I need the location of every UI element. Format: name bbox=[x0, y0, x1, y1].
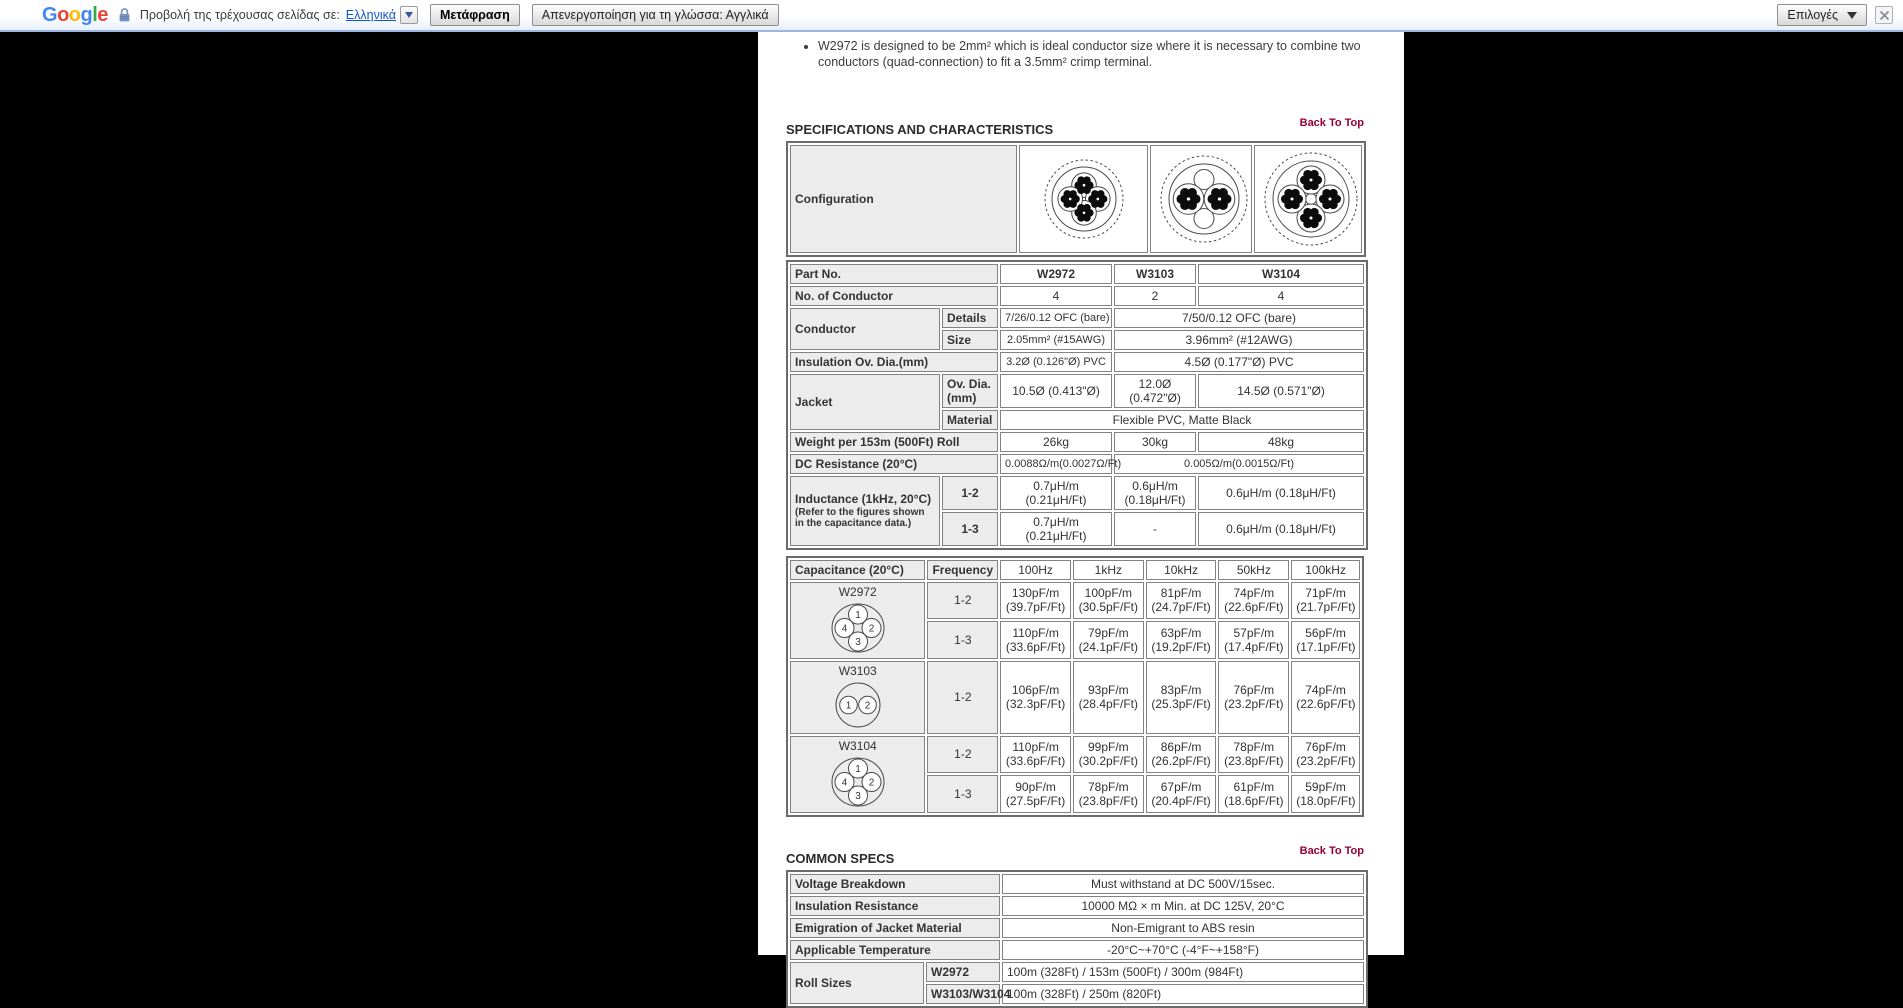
capacitance-diagram-w2972 bbox=[823, 600, 893, 656]
cell: 63pF/m (19.2pF/Ft) bbox=[1146, 621, 1217, 659]
page-content bbox=[758, 32, 1404, 1001]
cell: 76pF/m (23.2pF/Ft) bbox=[1291, 736, 1360, 774]
cell: 4.5Ø (0.177"Ø) PVC bbox=[1114, 352, 1364, 372]
cell: 86pF/m (26.2pF/Ft) bbox=[1146, 736, 1217, 774]
column-header: 50kHz bbox=[1218, 560, 1289, 580]
cell: Flexible PVC, Matte Black bbox=[1000, 410, 1364, 430]
cell: 48kg bbox=[1198, 432, 1364, 452]
part-no-w3103: W3103 bbox=[1114, 264, 1196, 284]
common-specs-heading: COMMON SPECS bbox=[786, 850, 895, 866]
sub-label: W3103/W3104 bbox=[926, 984, 1000, 1004]
cell: 90pF/m (27.5pF/Ft) bbox=[1000, 775, 1071, 813]
pair-label: 1-3 bbox=[927, 775, 998, 813]
cell: 100m (328Ft) / 250m (820Ft) bbox=[1002, 984, 1364, 1004]
configuration-label: Configuration bbox=[790, 145, 1017, 253]
svg-text:3: 3 bbox=[854, 636, 861, 648]
svg-text:1: 1 bbox=[845, 700, 851, 711]
capacitance-table bbox=[786, 556, 1364, 817]
lock-icon bbox=[118, 7, 131, 23]
logo-letter: e bbox=[97, 4, 108, 26]
column-header: 10kHz bbox=[1146, 560, 1217, 580]
sub-label: Size bbox=[942, 330, 998, 350]
row-label: Emigration of Jacket Material bbox=[790, 918, 1000, 938]
cell: 76pF/m (23.2pF/Ft) bbox=[1218, 661, 1289, 734]
table-row-insulation bbox=[790, 352, 1364, 372]
svg-text:2: 2 bbox=[868, 777, 874, 788]
pair-label: 1-2 bbox=[927, 661, 998, 734]
translate-button[interactable]: Μετάφραση bbox=[430, 4, 520, 26]
logo-letter: l bbox=[92, 4, 98, 26]
logo-letter: o bbox=[68, 4, 81, 26]
capacitance-header-row bbox=[790, 560, 1360, 580]
row-label: No. of Conductor bbox=[790, 286, 998, 306]
part-cell-w3103 bbox=[790, 661, 925, 734]
sub-label: Details bbox=[942, 308, 998, 328]
config-diagram-w2972-cell bbox=[1019, 145, 1148, 253]
back-to-top-link[interactable]: Back To Top bbox=[1299, 844, 1364, 857]
cell: 0.6μH/m (0.18μH/Ft) bbox=[1198, 476, 1364, 510]
cell: 81pF/m (24.7pF/Ft) bbox=[1146, 582, 1217, 620]
language-dropdown[interactable] bbox=[400, 6, 418, 24]
cell: 30kg bbox=[1114, 432, 1196, 452]
row-label: Weight per 153m (500Ft) Roll bbox=[790, 432, 998, 452]
chevron-down-icon bbox=[1847, 12, 1857, 19]
cell: 61pF/m (18.6pF/Ft) bbox=[1218, 775, 1289, 813]
cell: 0.005Ω/m(0.0015Ω/Ft) bbox=[1114, 454, 1364, 474]
column-header: Capacitance (20°C) bbox=[790, 560, 925, 580]
pair-label: 1-3 bbox=[927, 621, 998, 659]
cell: 106pF/m (32.3pF/Ft) bbox=[1000, 661, 1071, 734]
cell: 59pF/m (18.0pF/Ft) bbox=[1291, 775, 1360, 813]
part-no-w3104: W3104 bbox=[1198, 264, 1364, 284]
cell: 93pF/m (28.4pF/Ft) bbox=[1073, 661, 1144, 734]
cell: - bbox=[1114, 512, 1196, 546]
table-row-applicable-temperature bbox=[790, 940, 1364, 960]
configuration-row bbox=[790, 145, 1362, 253]
part-cell-w2972 bbox=[790, 582, 925, 659]
part-name: W3104 bbox=[838, 738, 877, 753]
cell: 0.7μH/m (0.21μH/Ft) bbox=[1000, 476, 1112, 510]
svg-text:2: 2 bbox=[868, 623, 874, 634]
close-bar-button[interactable] bbox=[1875, 6, 1893, 24]
options-button[interactable] bbox=[1777, 4, 1867, 26]
capacitance-row-w3104-12 bbox=[790, 736, 1360, 774]
cell: 100pF/m (30.5pF/Ft) bbox=[1073, 582, 1144, 620]
cell: 79pF/m (24.1pF/Ft) bbox=[1073, 621, 1144, 659]
cell: 3.96mm² (#12AWG) bbox=[1114, 330, 1364, 350]
configuration-table bbox=[786, 141, 1366, 257]
cell: 3.2Ø (0.126"Ø) PVC bbox=[1000, 352, 1112, 372]
close-icon bbox=[1879, 10, 1890, 21]
cell: 7/50/0.12 OFC (bare) bbox=[1114, 308, 1364, 328]
row-label: Voltage Breakdown bbox=[790, 874, 1000, 894]
table-row-insulation-resistance bbox=[790, 896, 1364, 916]
part-no-w2972: W2972 bbox=[1000, 264, 1112, 284]
common-specs-table bbox=[786, 870, 1368, 1008]
sub-label: Material bbox=[942, 410, 998, 430]
table-row-dc-resistance bbox=[790, 454, 1364, 474]
config-diagram-w3104-cell bbox=[1254, 145, 1362, 253]
google-translate-bar bbox=[0, 0, 1903, 32]
svg-text:3: 3 bbox=[854, 790, 861, 802]
back-to-top-link[interactable]: Back To Top bbox=[1299, 116, 1364, 129]
cell: 0.7μH/m (0.21μH/Ft) bbox=[1000, 512, 1112, 546]
cell: 2 bbox=[1114, 286, 1196, 306]
table-row-emigration bbox=[790, 918, 1364, 938]
pair-label: 1-3 bbox=[942, 512, 998, 546]
row-label: Applicable Temperature bbox=[790, 940, 1000, 960]
inductance-label: Inductance (1kHz, 20°C) bbox=[795, 491, 932, 506]
pair-label: 1-2 bbox=[942, 476, 998, 510]
table-row-conductor-details bbox=[790, 308, 1364, 328]
language-link[interactable]: Ελληνικά bbox=[345, 8, 396, 22]
cell: 67pF/m (20.4pF/Ft) bbox=[1146, 775, 1217, 813]
cell: Non-Emigrant to ABS resin bbox=[1002, 918, 1364, 938]
part-cell-w3104 bbox=[790, 736, 925, 813]
config-diagram-w3103 bbox=[1155, 150, 1253, 248]
cell: -20°C~+70°C (-4°F~+158°F) bbox=[1002, 940, 1364, 960]
cell: 78pF/m (23.8pF/Ft) bbox=[1073, 775, 1144, 813]
row-label: Insulation Ov. Dia.(mm) bbox=[790, 352, 998, 372]
table-row-num-conductor bbox=[790, 286, 1364, 306]
capacitance-row-w2972-12 bbox=[790, 582, 1360, 620]
intro-bullet-list bbox=[786, 38, 1378, 71]
config-diagram-w3104 bbox=[1259, 149, 1363, 249]
svg-text:4: 4 bbox=[841, 777, 847, 788]
logo-letter: g bbox=[80, 4, 93, 26]
capacitance-diagram-w3103 bbox=[828, 679, 888, 731]
cell: 14.5Ø (0.571"Ø) bbox=[1198, 374, 1364, 408]
pair-label: 1-2 bbox=[927, 582, 998, 620]
part-name: W3103 bbox=[838, 663, 877, 678]
cell: 4 bbox=[1198, 286, 1364, 306]
row-label: Jacket bbox=[790, 374, 940, 430]
cell: 10000 MΩ × m Min. at DC 125V, 20°C bbox=[1002, 896, 1364, 916]
row-label: Roll Sizes bbox=[790, 962, 924, 1004]
cell: 12.0Ø (0.472"Ø) bbox=[1114, 374, 1196, 408]
cell: 0.0088Ω/m(0.0027Ω/Ft) bbox=[1000, 454, 1112, 474]
cell: 0.6μH/m (0.18μH/Ft) bbox=[1198, 512, 1364, 546]
view-page-in-label: Προβολή της τρέχουσας σελίδας σε: bbox=[139, 8, 340, 22]
cell: 74pF/m (22.6pF/Ft) bbox=[1291, 661, 1360, 734]
spec-section bbox=[786, 117, 1364, 1008]
specifications-heading: SPECIFICATIONS AND CHARACTERISTICS bbox=[786, 121, 1054, 137]
cell: 83pF/m (25.3pF/Ft) bbox=[1146, 661, 1217, 734]
cell: 4 bbox=[1000, 286, 1112, 306]
svg-text:1: 1 bbox=[854, 763, 861, 775]
google-logo bbox=[42, 5, 108, 25]
column-header: Frequency bbox=[927, 560, 998, 580]
cell: 71pF/m (21.7pF/Ft) bbox=[1291, 582, 1360, 620]
cell: 110pF/m (33.6pF/Ft) bbox=[1000, 621, 1071, 659]
table-row-roll-sizes-w2972 bbox=[790, 962, 1364, 982]
row-label: Part No. bbox=[790, 264, 998, 284]
cell: 130pF/m (39.7pF/Ft) bbox=[1000, 582, 1071, 620]
column-header: 100Hz bbox=[1000, 560, 1071, 580]
table-row-jacket-ovdia bbox=[790, 374, 1364, 408]
column-header: 100kHz bbox=[1291, 560, 1360, 580]
svg-text:1: 1 bbox=[854, 609, 861, 621]
table-row-voltage bbox=[790, 874, 1364, 894]
cell: 10.5Ø (0.413"Ø) bbox=[1000, 374, 1112, 408]
row-label: Conductor bbox=[790, 308, 940, 350]
table-row-inductance-12 bbox=[790, 476, 1364, 510]
sub-label: W2972 bbox=[926, 962, 1000, 982]
cell: Must withstand at DC 500V/15sec. bbox=[1002, 874, 1364, 894]
cell: 57pF/m (17.4pF/Ft) bbox=[1218, 621, 1289, 659]
options-button-label: Επιλογές bbox=[1787, 8, 1838, 22]
cell: 110pF/m (33.6pF/Ft) bbox=[1000, 736, 1071, 774]
svg-text:2: 2 bbox=[864, 700, 870, 711]
capacitance-diagram-w3104 bbox=[823, 754, 893, 810]
table-row-weight bbox=[790, 432, 1364, 452]
inductance-note: (Refer to the figures shown in the capacitance data.) bbox=[795, 506, 925, 529]
config-diagram-w3103-cell bbox=[1150, 145, 1252, 253]
cell: 78pF/m (23.8pF/Ft) bbox=[1218, 736, 1289, 774]
spec-table bbox=[786, 260, 1368, 550]
cell: 100m (328Ft) / 153m (500Ft) / 300m (984Ft) bbox=[1002, 962, 1364, 982]
cell: 2.05mm² (#15AWG) bbox=[1000, 330, 1112, 350]
sub-label: Ov. Dia.(mm) bbox=[942, 374, 998, 408]
table-row-part-no bbox=[790, 264, 1364, 284]
row-label: Insulation Resistance bbox=[790, 896, 1000, 916]
config-diagram-w2972 bbox=[1036, 149, 1132, 249]
cell: 74pF/m (22.6pF/Ft) bbox=[1218, 582, 1289, 620]
svg-text:4: 4 bbox=[841, 623, 847, 634]
cell: 7/26/0.12 OFC (bare) bbox=[1000, 308, 1112, 328]
cell: 99pF/m (30.2pF/Ft) bbox=[1073, 736, 1144, 774]
column-header: 1kHz bbox=[1073, 560, 1144, 580]
capacitance-row-w3103-12 bbox=[790, 661, 1360, 734]
disable-language-button[interactable]: Απενεργοποίηση για τη γλώσσα: Αγγλικά bbox=[532, 4, 779, 26]
intro-bullet: • W2972 is designed to be 2mm² which is ideal conductor size where it is necessary to combine two conductors (quad-connection) to fit a 3.5mm² crimp terminal. bbox=[818, 38, 1378, 71]
logo-letter: o bbox=[57, 4, 69, 26]
row-label: DC Resistance (20°C) bbox=[790, 454, 998, 474]
cell: 56pF/m (17.1pF/Ft) bbox=[1291, 621, 1360, 659]
pair-label: 1-2 bbox=[927, 736, 998, 774]
logo-letter: G bbox=[42, 4, 58, 26]
chevron-down-icon bbox=[405, 12, 413, 18]
part-name: W2972 bbox=[838, 584, 877, 599]
cell: 0.6μH/m (0.18μH/Ft) bbox=[1114, 476, 1196, 510]
row-label bbox=[790, 476, 940, 546]
cell: 26kg bbox=[1000, 432, 1112, 452]
